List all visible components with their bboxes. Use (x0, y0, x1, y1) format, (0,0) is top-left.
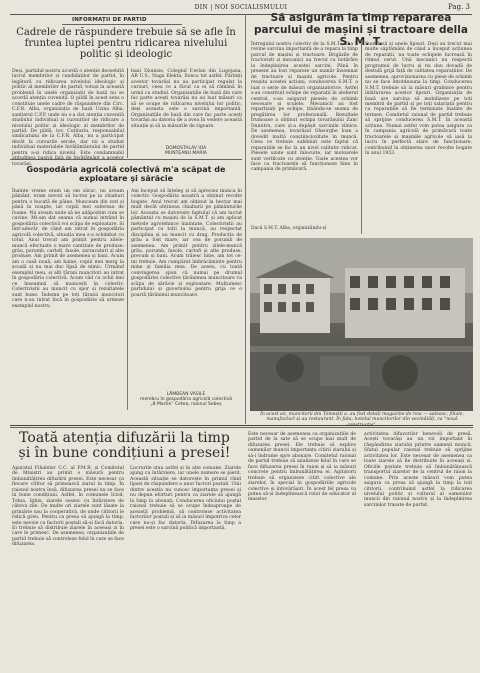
column-rule-vertical (245, 14, 246, 424)
article-body: Întregului nostru colectiv de la S.M.T. Alba îi revine sarcina importantă de a repara la timp parcul de mașini și tractoare. Brigăzile de tractoriști și mecanici au trecut cu hotărâre la îndeplinirea acestei sarcini. Până în prezent au fost reparate un număr însemnat de tractoare și mașini agricole. Pentru reușita acestei acțiuni, conducerea S.M.T. a luat o serie de măsuri organizatorice. Astfel s-au constituit echipe de reparații în atelierul central, s-au asigurat piesele de schimb necesare și sculele. Mecanicii au fost repartizați pe echipe, ținându-se seama de pregătirea lor profesională. Rezultate frumoase a obținut echipa tovarășului Zanc Dumitru, care și-a depășit sarcinile zilnice. De asemenea, tovarășul Gheorghe Ioan a dovedit multă conștiinciozitate în muncă. Ceea ce trebuie subliniat este faptul că reparațiile se fac la un nivel calitativ ridicat. Piesele uzate sunt înlocuite, iar motoarele sunt verificate cu atenție. Toate acestea vor face ca tractoarele să funcționeze bine în campania de primăvară. (251, 42, 358, 173)
article-body: Sunt însă și unele lipsuri. Deși au trecut mai multe săptămâni de când a început acțiunea de reparații, nu toate echipele lucrează în ritmul cerut. Unii mecanici nu respectă programul de lucru și nu dau dovadă de destulă grijă față de calitatea reparațiilor. De asemenea, aprovizionarea cu piese de schimb nu se face întotdeauna la timp. Conducerea S.M.T. trebuie să ia măsuri grabnice pentru înlăturarea acestor lipsuri. Organizația de bază are sarcina să mobilizeze pe toți membrii de partid și pe toți salariații pentru ca reparațiile să fie terminate înainte de termen. Comitetul raional de partid trebuie să sprijine conducerea S.M.T. în această acțiune. Numai astfel vom putea asigura ca în campania agricolă de primăvară toate tractoarele și mașinile agricole să iasă la lucru în perfectă stare de funcționare, contribuind la obținerea unor recolte bogate în anul 1953. (365, 42, 472, 157)
section-label: INFORMAȚII DE PARTID (72, 17, 147, 23)
article-signature: LĂMBEAN VASILE membru în gospodăria agricolă colectivă „8 Martie” Cetea, raionul Sebeș (139, 392, 233, 408)
page-number: Pag. 3 (448, 3, 470, 11)
divider (62, 24, 182, 25)
article-title: Cadrele de răspundere trebuie să se afle în fruntea luptei pentru ridicarea nivelului politic și ideologic (16, 27, 236, 60)
photo-illustration (250, 238, 473, 411)
article-body: Aparatul Filialelor C.C. al P.M.R. și Comitetul de Miniștri au primit o măsură pentru îmbunătățirea difuzării presei. Este necesar ca fiecare cititor să primească ziarul la timp. În raionul nostru însă, difuzarea presei nu se face în bune condițiuni. Astfel, în comunele Iclod, Țelna, Ighiu, ziarele sosesc cu întârziere de câteva zile. De multe ori ziarele sunt lăsate la primărie sau la cooperativă, de unde cititorii le ridică greu. Pentru ca presa să ajungă la timp, este nevoie ca factorii poștali să-și facă datoria. Ei trebuie să distribuie ziarele în aceeași zi în care le primesc. De asemenea, organizațiile de partid trebuie să controleze felul în care se face difuzarea. (12, 466, 124, 548)
article-title: Gospodăria agricolă colectivă m'a scăpat de exploatare și sărăcie (26, 165, 226, 183)
article-title: Să asigurăm la timp repararea parcului de mașini și tractoare della S. M. T. (254, 12, 468, 48)
column-rule-vertical (361, 42, 362, 234)
article-body: bani Dionisie, Colegiul F.erian din Lugojana, AR U.S., Naga Elekta, Ilonca tot astfel. Părinții acestor tovarăși nu au participat regulat la cursuri, ceea ce a făcut ca ei să rămână în urmă cu studiul. Organizațiile de bază din care fac parte acești tovarăși nu au luat măsuri ca să se ocupe de ridicarea nivelului lor politic, deși aceasta este o sarcină importantă. Organizațiile de bază din care fac parte acești tovarăși au datoria de a avea în vedere această situație și să ia măsurile de rigoare. (131, 69, 242, 129)
article-body: Lucrurile stau astfel și în alte comune. Ziarele ajung cu întârziere, iar unele numere se pierd. Această situație se datorește în primul rând lipsei de răspundere a unor factori poștali. Unii dintre aceștia nu cunosc importanța presei și nu depun eforturi pentru ca ziarele să ajungă la timp la abonați. Conducerea oficiului poștal raional trebuie să se ocupe îndeaproape de această problemă, să controleze activitatea factorilor poștali și să ia măsuri împotriva celor care nu-și fac datoria. Difuzarea la timp a presei este o sarcină politică importantă. (130, 466, 241, 531)
column-rule-vertical (127, 68, 128, 158)
photo-caption: În acest an, muncitorii din Tomeștii a. au fost dotați magazine de nou — sateasc, filiale, manufacturi și au restaurant. În fata: hotelul muncitorilor din vecinătăți, ca "nouă construcție". (260, 412, 464, 428)
article-title: Toată atenția difuzării la timp și în bune condițiuni a presei! (18, 430, 231, 461)
article-body: Am început să înțeleg și să apreciez munca în colectiv. Gospodăria noastră a obținut recolte bogate. Anul trecut am obținut la hectar mai mult decât obțineau chiaburii pe pământurile lor. Aceasta se datorește faptului că am lucrat pământul cu mașini de la S.M.T. și am aplicat metode agrotehnice înaintate. Colectiviștii au participat cu toții la muncă, au respectat disciplina și au muncit cu drag. Producția de grâu a fost mare, iar cea de porumb de asemenea. Am primit pentru zilele-muncă grâu, porumb, fasole, cartofi și alte produse, precum și bani. Acum trăiesc bine, am tot ce-mi trebuie. Am cumpărat îmbrăcăminte pentru mine și familia mea. De aceea, cu toată convingerea spun că numai pe drumul gospodăriei colective țărănimea muncitoare va scăpa de sărăcie și exploatare. Mulțumesc partidului și guvernului pentru grija ce o poartă țărănimii muncitoare. (131, 189, 242, 298)
column-rule-vertical (127, 190, 128, 410)
newspaper-name: DIN | NOI SOCIALISMULUI (194, 4, 288, 11)
article-body: Este necesar de asemenea ca organizațiile de partid de la sate să se ocupe mai mult de difuzarea presei. Ele trebuie să explice oamenilor muncii importanța citirii ziarului și să-i îndrume spre abonare. Comitetul raional de partid trebuie să analizeze felul în care se face difuzarea presei în raion și să ia măsuri concrete pentru îmbunătățirea ei. Agitatorii trebuie să organizeze citiri colective ale ziarelor, în special în gospodăriile agricole colective și întovărășiri. În acest fel presa va putea să-și îndeplinească rolul de educator al maselor. (248, 432, 356, 503)
news-photo (250, 238, 473, 411)
article-signature: Dacă S.M.T. Alba, organizându-și (251, 226, 327, 231)
article-body: Înainte vreme eram un om sărac, nu aveam pământ, eram nevoit să lucrez pe la chiaburi pentru o bucată de pâine. Munceam din zori și până în noapte, iar copiii mei sufereau de foame. Nu aveam unde să ne adăpostim cum se cuvine. Mi-am dat seama că numai intrând în gospodăria colectivă voi scăpa de exploatare. Și într-adevăr, de când am intrat în gospodăria agricolă colectivă, situația mea s-a schimbat cu totul. Anul trecut am primit pentru zilele-muncă efectuate o mare cantitate de produse: grâu, porumb, cartofi, fasole, zarzavaturi și alte produse. Am primit de asemenea și bani. Acum am o casă nouă, am haine, copiii mei merg la școală și nu mai duc lipsă de nimic. Urmând exemplul meu, și alți țărani muncitori au intrat în gospodăria colectivă. Acum văd cu ochii mei ce înseamnă să muncești în colectiv. Colectiviștii au muncit cu spor și rezultatele sunt bune. Îndemn pe toți țăranii muncitori care n-au intrat încă în gospodărie să urmeze exemplul nostru. (12, 189, 124, 309)
article-body: activitatea difuzorilor benevoli de presă. Acești tovarăși au un rol important în răspândirea ziarului printre oamenii muncii. Sfatul popular raional trebuie să sprijine activitatea lor. Este necesar de asemenea ca toate ziarele să fie distribuite în aceeași zi. Oficiile poștale trebuie să îmbunătățească transportul ziarelor de la centrul de raion la comune. Prin aceste măsuri vom putea asigura ca presa să ajungă la timp la toți cititorii, contribuind astfel la ridicarea nivelului politic și cultural al oamenilor muncii din raionul nostru și la îndeplinirea sarcinilor trasate de partid. (364, 432, 472, 508)
article-signature: DOMOSTALAV IOA MUNTEANU MARIA (165, 146, 207, 157)
article-body: Deși, partidul nostru acordă o atenție deosebită lucrul membrilor și candidaților de partid, în legătură cu ridicarea nivelului ideologic și politic al membrilor de partid, totuși la această problemă în unele organizații de bază nu se acordă atenția cuvenită. O pildă în acest sens o constituie unele cadre de răspundere din Circ. C.F.R. Alba, organizația de bază Uzina Alba, șantierul C.P.P. unde nu s-a dat atenția cuvenită studiului individual și cursurilor de ridicare a nivelului politic și ideologic al membrilor de partid. De pildă, tov. Cuțitariu, responsabilul sindicatului de la C.F.R. Alba, nu a participat decât la cursurile serale, dar nu a studiat individual materialele învățământului de partid pentru a-și ridica nivelul. Este condamnabil atitudinea pasivă față de învățământ a acestor tovarăși. (12, 69, 124, 167)
